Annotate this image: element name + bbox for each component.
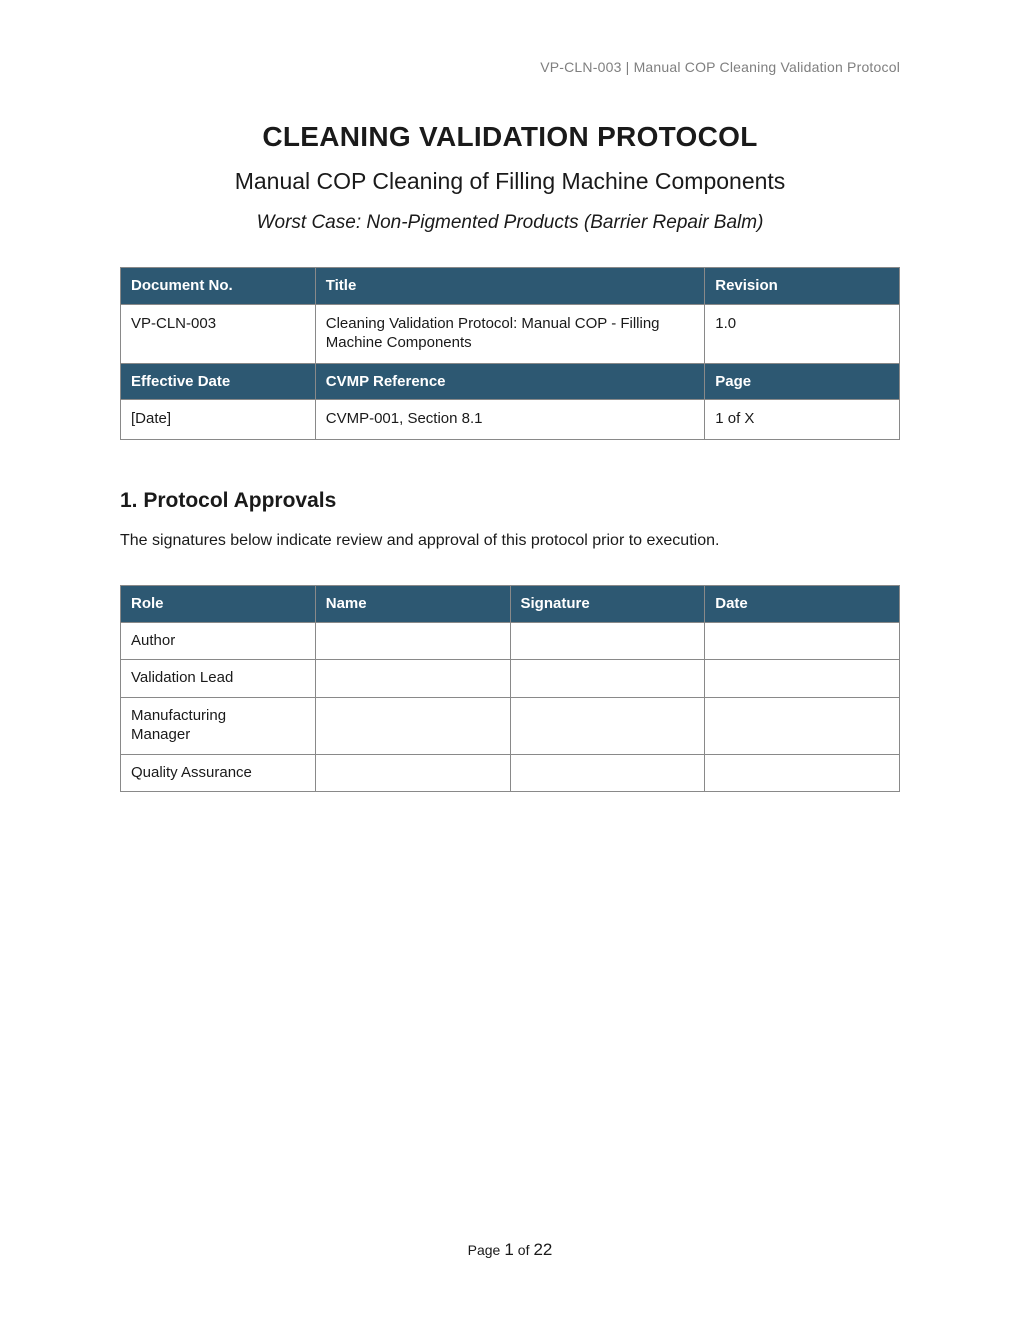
date-header-cell: Date xyxy=(705,586,900,623)
section-1-heading: 1. Protocol Approvals xyxy=(120,489,337,512)
name-cell xyxy=(315,622,510,660)
approvals-row-manufacturing-manager xyxy=(121,697,900,754)
document-info-table xyxy=(120,267,900,440)
signature-cell xyxy=(510,754,705,792)
name-cell xyxy=(315,754,510,792)
date-cell xyxy=(705,697,900,754)
role-cell xyxy=(121,697,316,754)
role-label: Author xyxy=(131,631,176,649)
date-cell xyxy=(705,660,900,698)
page-header-cell: Page xyxy=(705,363,900,400)
signature-header-cell: Signature xyxy=(510,586,705,623)
approvals-row-quality-assurance xyxy=(121,754,900,792)
name-cell xyxy=(315,697,510,754)
doc-no-header-cell: Document No. xyxy=(121,268,316,305)
worst-case-subtitle: Worst Case: Non-Pigmented Products (Barrier Repair Balm) xyxy=(256,212,764,233)
role-header-cell: Role xyxy=(121,586,316,623)
document-header-reference: VP-CLN-003 | Manual COP Cleaning Validation Protocol xyxy=(540,59,900,75)
doc-info-header-row-2 xyxy=(121,363,900,400)
role-label: Manufacturing Manager xyxy=(131,706,227,743)
page-value-cell: 1 of X xyxy=(705,400,900,440)
approvals-row-validation-lead xyxy=(121,660,900,698)
date-cell xyxy=(705,622,900,660)
cvmp-reference-value-cell: CVMP-001, Section 8.1 xyxy=(315,400,705,440)
footer-of-word: of xyxy=(517,1242,530,1258)
signature-cell xyxy=(510,660,705,698)
title-header-cell: Title xyxy=(315,268,705,305)
doc-no-value-cell: VP-CLN-003 xyxy=(121,304,316,363)
doc-info-value-row-2 xyxy=(121,400,900,440)
name-header-cell: Name xyxy=(315,586,510,623)
page-footer xyxy=(0,1240,1020,1260)
effective-date-header-cell: Effective Date xyxy=(121,363,316,400)
cvmp-reference-header-cell: CVMP Reference xyxy=(315,363,705,400)
revision-header-cell: Revision xyxy=(705,268,900,305)
role-label: Quality Assurance xyxy=(131,763,252,781)
effective-date-value-cell: [Date] xyxy=(121,400,316,440)
footer-total-pages: 22 xyxy=(533,1240,553,1259)
footer-page-word: Page xyxy=(467,1242,501,1258)
name-cell xyxy=(315,660,510,698)
protocol-approvals-table xyxy=(120,585,900,792)
approvals-row-author xyxy=(121,622,900,660)
title-value-cell: Cleaning Validation Protocol: Manual COP - Filling Machine Components xyxy=(315,304,705,363)
role-cell xyxy=(121,754,316,792)
approvals-header-row xyxy=(121,586,900,623)
section-1-intro-text: The signatures below indicate review and approval of this protocol prior to execution. xyxy=(120,532,720,549)
signature-cell xyxy=(510,622,705,660)
revision-value-cell: 1.0 xyxy=(705,304,900,363)
doc-info-value-row-1 xyxy=(121,304,900,363)
role-cell xyxy=(121,660,316,698)
document-title: CLEANING VALIDATION PROTOCOL xyxy=(262,121,758,152)
signature-cell xyxy=(510,697,705,754)
role-label: Validation Lead xyxy=(131,669,234,686)
date-cell xyxy=(705,754,900,792)
doc-info-header-row-1 xyxy=(121,268,900,305)
footer-page-number: 1 xyxy=(504,1240,514,1259)
role-cell xyxy=(121,622,316,660)
document-subtitle: Manual COP Cleaning of Filling Machine Components xyxy=(234,168,786,194)
